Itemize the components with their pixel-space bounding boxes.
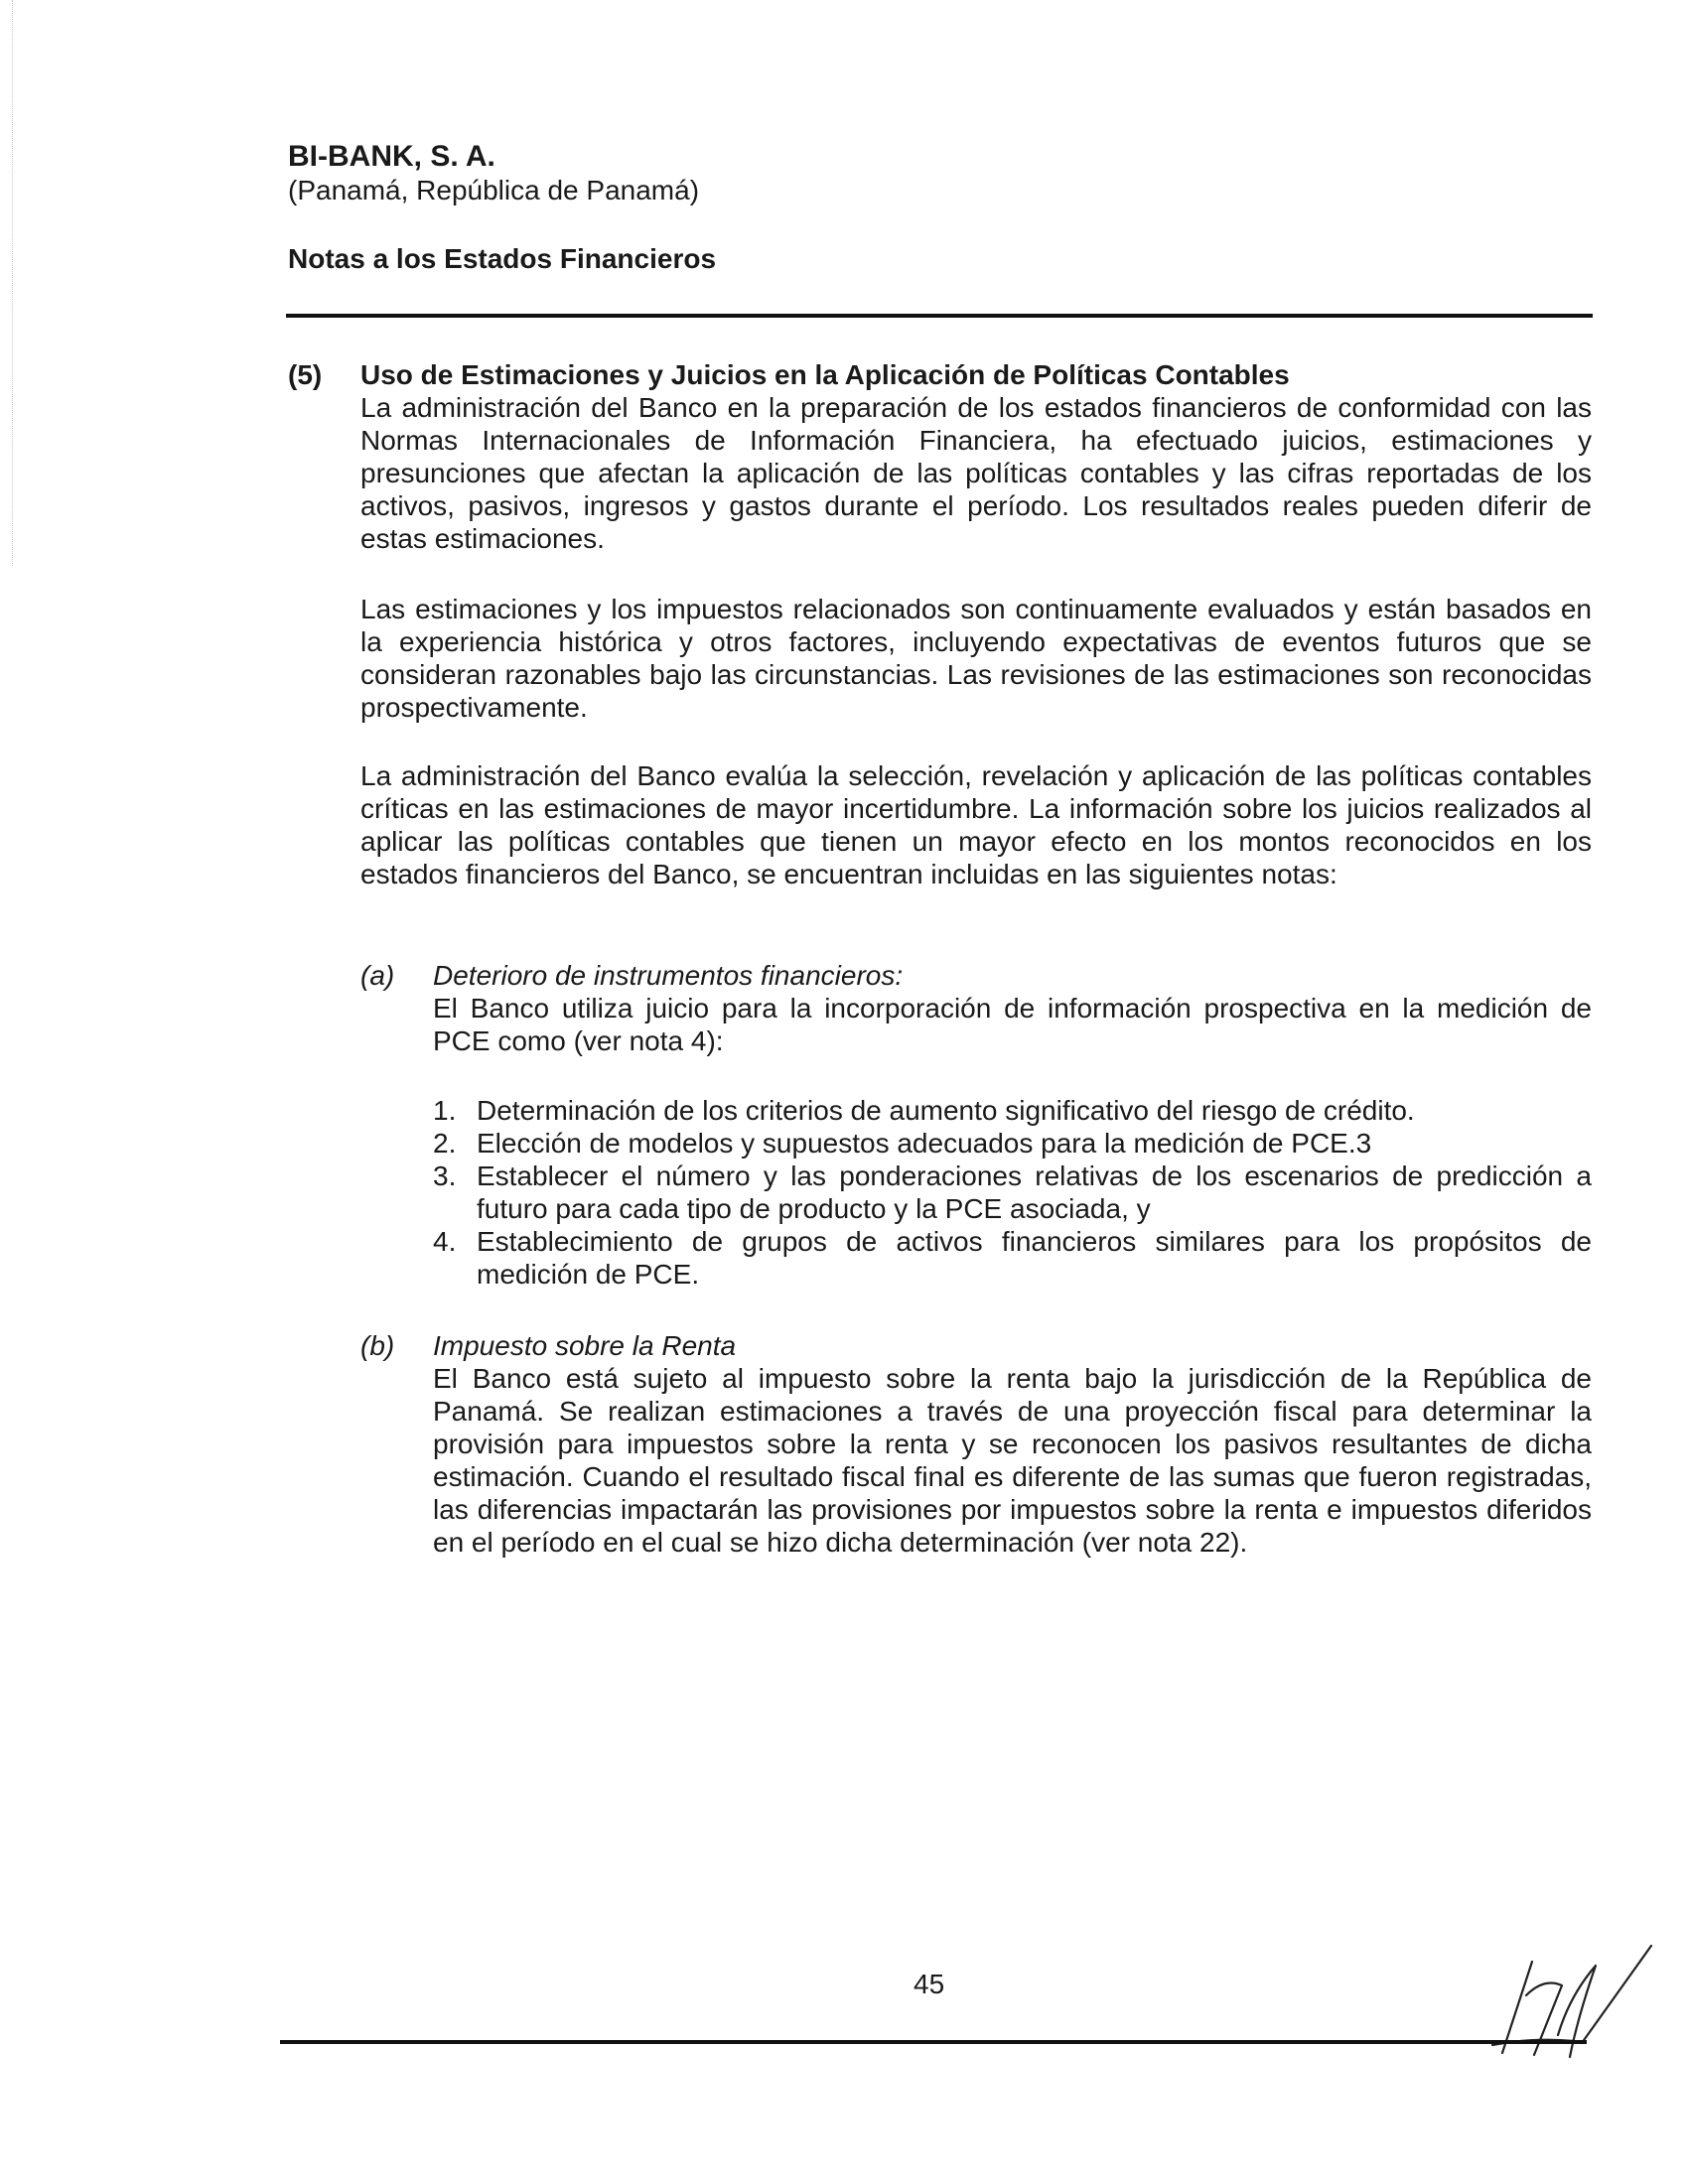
list-item-number: 2. <box>433 1128 457 1159</box>
footer-divider <box>280 2040 1587 2044</box>
paragraph-1: La administración del Banco en la preparación de los estados financieros de conformidad con las Normas Internacionales de Información Financiera, ha efectuado juicios, estimaciones y presunciones que afectan la aplicación de las políticas contables y las cifras reportadas de los activos, pasivos, ingresos y gastos durante el período. Los resultados reales pueden diferir de estas estimaciones. <box>360 392 1592 554</box>
paragraph-2: Las estimaciones y los impuestos relacionados son continuamente evaluados y están basados en la experiencia histórica y otros factores, incluyendo expectativas de eventos futuros que se consideran razonables bajo las circunstancias. Las revisiones de las estimaciones son reconocidas prospectivamente. <box>360 594 1592 723</box>
section-title: Uso de Estimaciones y Juicios en la Aplicación de Políticas Contables <box>360 359 1290 390</box>
list-item <box>433 1094 1592 1127</box>
paragraph-3: La administración del Banco evalúa la selección, revelación y aplicación de las políticas contables críticas en las estimaciones de mayor incertidumbre. La información sobre los juicios realizados al aplicar las políticas contables que tienen un mayor efecto en los montos reconocidos en los estados financieros del Banco, se encuentran incluidas en las siguientes notas: <box>360 760 1592 889</box>
list-item-number: 4. <box>433 1226 457 1257</box>
list-item-number: 3. <box>433 1160 457 1191</box>
subsection-a-body: El Banco utiliza juicio para la incorporación de información prospectiva en la medición de PCE como (ver nota 4): <box>433 993 1592 1056</box>
section-number: (5) <box>288 359 323 390</box>
list-item <box>433 1160 1592 1225</box>
list-item <box>433 1225 1592 1291</box>
list-item <box>433 1127 1592 1160</box>
company-name: BI-BANK, S. A. <box>288 140 495 173</box>
page-number: 45 <box>914 1969 945 1999</box>
list-item-text: Establecer el número y las ponderaciones relativas de los escenarios de predicción a futuro para cada tipo de producto y la PCE asociada, y <box>477 1160 1592 1224</box>
document-title: Notas a los Estados Financieros <box>288 243 717 274</box>
list-item-number: 1. <box>433 1095 457 1126</box>
initials-signature-icon <box>1475 1926 1673 2065</box>
list-item-text: Elección de modelos y supuestos adecuados para la medición de PCE.3 <box>477 1128 1372 1159</box>
list-item-text: Determinación de los criterios de aumento significativo del riesgo de crédito. <box>477 1095 1415 1126</box>
subsection-a-marker: (a) <box>360 960 395 991</box>
subsection-a-title: Deterioro de instrumentos financieros: <box>433 960 904 991</box>
pce-judgment-list <box>433 1094 1592 1291</box>
scan-edge-mark <box>12 0 13 566</box>
subsection-b-marker: (b) <box>360 1330 395 1361</box>
header-divider <box>286 314 1593 318</box>
subsection-b-title: Impuesto sobre la Renta <box>433 1330 737 1361</box>
list-item-text: Establecimiento de grupos de activos financieros similares para los propósitos de medición de PCE. <box>477 1226 1592 1290</box>
company-location: (Panamá, República de Panamá) <box>288 175 700 205</box>
subsection-b-body: El Banco está sujeto al impuesto sobre la renta bajo la jurisdicción de la República de Panamá. Se realizan estimaciones a través de una proyección fiscal para determinar la provisión para impuestos sobre la renta y se reconocen los pasivos resultantes de dicha estimación. Cuando el resultado fiscal final es diferente de las sumas que fueron registradas, las diferencias impactarán las provisiones por impuestos sobre la renta e impuestos diferidos en el período en el cual se hizo dicha determinación (ver nota 22). <box>433 1363 1592 1558</box>
